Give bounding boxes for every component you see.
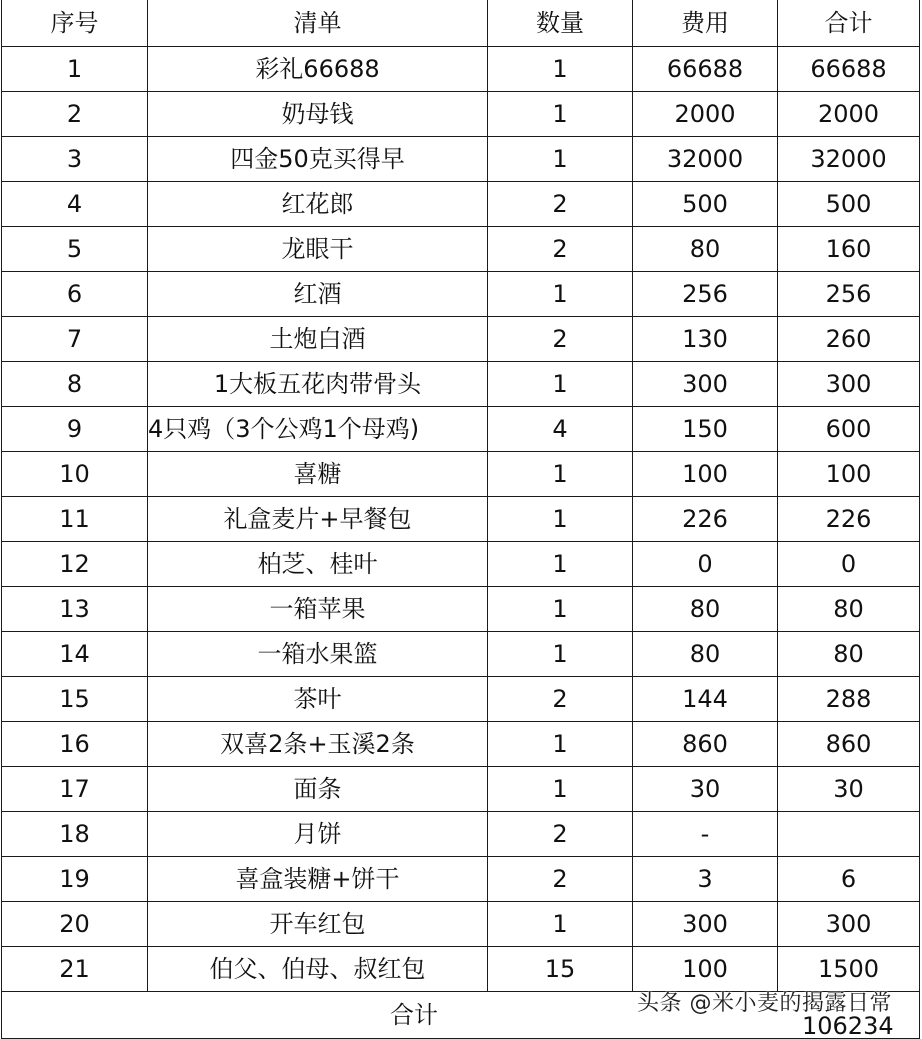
row-cost: 2000: [633, 92, 778, 137]
row-total: 300: [778, 902, 920, 947]
table-row: [2, 92, 920, 137]
row-no: 11: [2, 497, 148, 542]
row-total: 226: [778, 497, 920, 542]
row-total: 600: [778, 407, 920, 452]
table-row: [2, 227, 920, 272]
row-qty: 2: [488, 317, 633, 362]
summary-label: 合计: [390, 1001, 438, 1029]
row-cost: 300: [633, 362, 778, 407]
row-cost: 226: [633, 497, 778, 542]
table-header: [2, 0, 920, 47]
table-row: [2, 542, 920, 587]
row-cost: 100: [633, 452, 778, 497]
row-total: 500: [778, 182, 920, 227]
row-qty: 2: [488, 227, 633, 272]
row-no: 19: [2, 857, 148, 902]
row-cost: 80: [633, 632, 778, 677]
row-qty: 2: [488, 857, 633, 902]
table-row: [2, 362, 920, 407]
row-cost: 100: [633, 947, 778, 992]
row-no: 5: [2, 227, 148, 272]
row-item: 喜盒装糖+饼干: [148, 857, 488, 902]
header-row: [2, 0, 920, 47]
row-no: 4: [2, 182, 148, 227]
table-row: [2, 47, 920, 92]
row-total: [778, 812, 920, 857]
row-total: 256: [778, 272, 920, 317]
row-cost: 0: [633, 542, 778, 587]
row-item: 面条: [148, 767, 488, 812]
row-cost: 66688: [633, 47, 778, 92]
row-item: 彩礼66688: [148, 47, 488, 92]
row-qty: 1: [488, 272, 633, 317]
row-qty: 15: [488, 947, 633, 992]
row-total: 0: [778, 542, 920, 587]
table-row: [2, 497, 920, 542]
row-total: 1500: [778, 947, 920, 992]
summary-value: 106234: [802, 1012, 894, 1039]
table-row: [2, 317, 920, 362]
row-no: 12: [2, 542, 148, 587]
row-item: 一箱苹果: [148, 587, 488, 632]
row-no: 9: [2, 407, 148, 452]
row-cost: -: [633, 812, 778, 857]
row-cost: 3: [633, 857, 778, 902]
row-item: 开车红包: [148, 902, 488, 947]
row-item: 四金50克买得早: [148, 137, 488, 182]
row-cost: 150: [633, 407, 778, 452]
row-item: 土炮白酒: [148, 317, 488, 362]
row-qty: 1: [488, 497, 633, 542]
row-qty: 1: [488, 722, 633, 767]
row-cost: 30: [633, 767, 778, 812]
row-cost: 32000: [633, 137, 778, 182]
table-row: [2, 947, 920, 992]
row-no: 20: [2, 902, 148, 947]
row-qty: 1: [488, 902, 633, 947]
row-no: 13: [2, 587, 148, 632]
row-cost: 80: [633, 587, 778, 632]
header-qty: 数量: [488, 0, 633, 47]
table-row: [2, 632, 920, 677]
table-row: [2, 137, 920, 182]
table-row: [2, 812, 920, 857]
row-no: 10: [2, 452, 148, 497]
table-row: [2, 677, 920, 722]
row-qty: 2: [488, 677, 633, 722]
table-row: [2, 272, 920, 317]
row-qty: 1: [488, 92, 633, 137]
row-qty: 1: [488, 362, 633, 407]
row-no: 14: [2, 632, 148, 677]
row-total: 32000: [778, 137, 920, 182]
table-row: [2, 407, 920, 452]
row-total: 160: [778, 227, 920, 272]
table-row: [2, 902, 920, 947]
row-total: 6: [778, 857, 920, 902]
row-qty: 4: [488, 407, 633, 452]
row-no: 18: [2, 812, 148, 857]
row-qty: 1: [488, 542, 633, 587]
row-qty: 1: [488, 137, 633, 182]
row-no: 17: [2, 767, 148, 812]
row-qty: 1: [488, 767, 633, 812]
row-total: 80: [778, 587, 920, 632]
row-no: 3: [2, 137, 148, 182]
table-row: [2, 587, 920, 632]
row-total: 288: [778, 677, 920, 722]
row-total: 66688: [778, 47, 920, 92]
row-total: 260: [778, 317, 920, 362]
row-cost: 144: [633, 677, 778, 722]
row-no: 21: [2, 947, 148, 992]
table-row: [2, 722, 920, 767]
row-item: 礼盒麦片+早餐包: [148, 497, 488, 542]
row-item: 龙眼干: [148, 227, 488, 272]
table-row: [2, 857, 920, 902]
row-item: 一箱水果篮: [148, 632, 488, 677]
row-item: 月饼: [148, 812, 488, 857]
row-item: 红酒: [148, 272, 488, 317]
row-no: 2: [2, 92, 148, 137]
table-body: [2, 47, 920, 992]
row-no: 7: [2, 317, 148, 362]
row-item: 茶叶: [148, 677, 488, 722]
row-total: 100: [778, 452, 920, 497]
header-item: 清单: [148, 0, 488, 47]
watermark-text: 头条 @米小麦的揭露日常: [637, 991, 892, 1016]
row-qty: 1: [488, 587, 633, 632]
row-cost: 860: [633, 722, 778, 767]
row-cost: 130: [633, 317, 778, 362]
row-item: 1大板五花肉带骨头: [148, 362, 488, 407]
table-row: [2, 767, 920, 812]
row-item: 红花郎: [148, 182, 488, 227]
row-item: 奶母钱: [148, 92, 488, 137]
row-item: 双喜2条+玉溪2条: [148, 722, 488, 767]
row-total: 2000: [778, 92, 920, 137]
row-no: 6: [2, 272, 148, 317]
row-total: 860: [778, 722, 920, 767]
row-cost: 80: [633, 227, 778, 272]
header-no: 序号: [2, 0, 148, 47]
table-row: [2, 452, 920, 497]
row-qty: 2: [488, 182, 633, 227]
row-item: 伯父、伯母、叔红包: [148, 947, 488, 992]
row-qty: 1: [488, 632, 633, 677]
header-total: 合计: [778, 0, 920, 47]
row-cost: 300: [633, 902, 778, 947]
row-total: 30: [778, 767, 920, 812]
row-item: 柏芝、桂叶: [148, 542, 488, 587]
header-cost: 费用: [633, 0, 778, 47]
row-no: 8: [2, 362, 148, 407]
row-cost: 256: [633, 272, 778, 317]
expense-table: [1, 0, 920, 1039]
row-item: 喜糖: [148, 452, 488, 497]
row-total: 300: [778, 362, 920, 407]
row-item: 4只鸡（3个公鸡1个母鸡): [148, 407, 488, 452]
row-qty: 2: [488, 812, 633, 857]
row-no: 15: [2, 677, 148, 722]
row-qty: 1: [488, 47, 633, 92]
table-row: [2, 182, 920, 227]
row-no: 1: [2, 47, 148, 92]
row-total: 80: [778, 632, 920, 677]
row-cost: 500: [633, 182, 778, 227]
row-no: 16: [2, 722, 148, 767]
row-qty: 1: [488, 452, 633, 497]
